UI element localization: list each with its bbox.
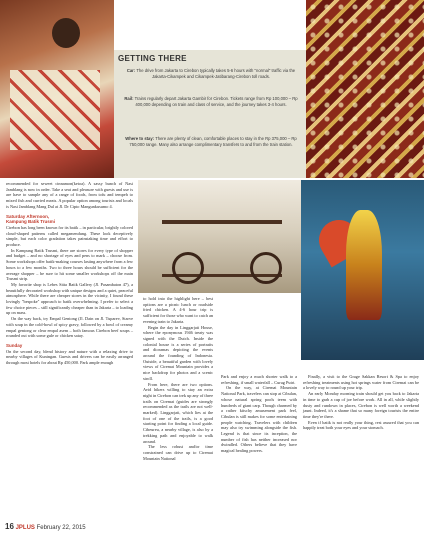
paragraph: The less robust and/or time constrained can drive up to Ciremai Mountain National [143,444,213,461]
section-heading: Sunday [6,342,23,348]
batik-photo [0,0,114,178]
stay-info: Where to stay: There are plenty of clean, comfortable places to stay in the Rp 375,000 – Rp 750,000 range. Many also arrange complimentary transfers to and from the train station. [125,136,297,147]
section-heading: Kampung Batik Trusmi [6,219,56,225]
paragraph: to hold into the highlight here – best options are a picnic lunch or roadside fried chicken. A 4-6 hour trip is sufficient for those who want to catch an evening train to Jakarta. [143,296,213,324]
paragraph: recommended for seweet cinnamon(ketoa). A sassy bunch of Nasi Jamblang is now in order. Take a seat and pleasure with guests and use is are have to sample any of a range of foods, from tofu and tempeh to mixed fish and curried meats. A popular option among tourists and locals is Nasi Jamblang Mang Dul at Jl. Dr Cipto Mangunkusumo 4. [6,181,133,209]
batik-fabric-photo [306,0,424,178]
paragraph: On the second day, blend history and nature with a relaxing drive to nearby villages of Kuningan. Guests and drivers can be easily arranged through most hotels for about Rp 450,000. Park ample enough [6,348,133,366]
article-column-3 [221,374,297,454]
article-column-4 [303,374,419,431]
paragraph: My favorite shop is Lebes Sitta Batik Gallery (Jl. Pasambaton 47), a beautifully decorated workshop with unique designs and a quiet, peaceful atmosphere. While there are cheaper stores in the vicinity, I found these lovingly "bespoke" approach to batik overwhelming. I prefer to select a few choice pieces – still significantly cheaper than in Jakarta – to loading up on mass. [6,281,133,316]
car-info: Car: The drive from Jakarta to Cirebon typically takes 5-6 hours with "normal" traffic via the Jakarta-Cikampek and Cikampek-Jatibarang-Cirebon toll roads. [126,68,296,79]
section-heading: Saturday Afternoon, [6,213,50,219]
paragraph: On the way back, try Empal Gentong (Jl. Dain on Jl. Tuparev, Starve with soup in the cold-bowl of spicy gravy, followed by a bowl of creamy empal gentong or clear empal asem – both famous Cirebon beef soups – rounded out with some gule or chicken satay. [6,316,133,339]
rail-info: Rail: Trains regularly depart Jakarta Gambir for Cirebon. Tickets range from Rp 100,000 – Rp 400,000 depending on train and class of service, and the journey takes 3-4 hours. [124,96,298,107]
page-footer [5,522,86,531]
carriage-museum-photo [138,180,301,293]
artisan-figure [52,18,80,48]
issue-date: February 22, 2015 [36,525,86,531]
paragraph: Begin the day in Linggarjati House, where the eponymous 1946 treaty was signed with the Dutch. Inside the colonial house is a series of portraits and dioramas depicting the events around the founding of Indonesia. Outside, a beautiful garden with lovely views of Ciremai Mountain provides a nice backdrop for photos and a scenic stroll. [143,324,213,381]
batik-cloth [10,70,100,150]
publication-name: JPLUS [15,525,35,531]
paragraph: Finally, a visit to the Grage Sakkan Resort & Spa to enjoy refreshing treatments using hot springs water from Ciremai can be a lovely way to round up your trip. [303,374,419,391]
page-number: 16 [5,522,14,531]
paragraph: Park and enjoy a much shorter walk to a refreshing, if small waterfall – Curug Putri. [221,374,297,385]
article-column-2 [143,296,213,461]
paragraph: On the way, at Ciremai Mountain National Park, travelers can stop at Cibulan, whose natural spring pools teem with hundreds of giant carp. Though charmed by a rather kitschy amusement park feel, Cibulan is still makes for some entertaining people watching. Travelers with children may also try swimming alongside the fish. Legend is that since its inception, the number of fish has neither increased nor dwindled. Others believe that they have magical healing powers. [221,385,297,454]
paragraph: An early Monday morning train should get you back to Jakarta in time to grab a cup of joe before work. All in all, while slightly dusty and rundown in places, Cirebon is well worth a weekend jaunt. Indeed, it's a shame that so many foreign tourists the entire time they're there. [303,391,419,419]
paragraph: In Kampung Batik Trusmi, there are stores for every type of shopper and budget – and no shortage of eyes and pens to mark – choose from. Some workshops offer batik-making courses lasting anywhere from a few hours to a few months. Two to three hours should be sufficient for the average shopper – be sure to hit some smaller workshops off the main Trusmi strip. [6,247,134,282]
paragraph: Even if batik is not really your thing, rest assured that you can happily treat both your eyes and your stomach. [303,419,419,431]
paragraph: Cirebon has long been known for its batik – in particular, brightly colored cloud-shaped patterns called megamendung. These look deceptively simple, but each color gradation takes painstaking time and effort to produce. [6,224,133,248]
paragraph: From here, there are two options. Avid hikers willing to stay an extra night in Cirebon can trek up any of three trails on Ciremai (guides are strongly recommended as the trails are not well-marked). Linggarjati, which lies at the foot of one of the trails, is a good starting point for finding a local guide. Cibeureu, a nearby village, is also by a trekking path and enjoyable to walk around. [143,381,213,444]
getting-there-title: GETTING THERE [118,54,187,63]
article-column-1 [6,181,133,366]
dancer-photo [301,180,424,360]
